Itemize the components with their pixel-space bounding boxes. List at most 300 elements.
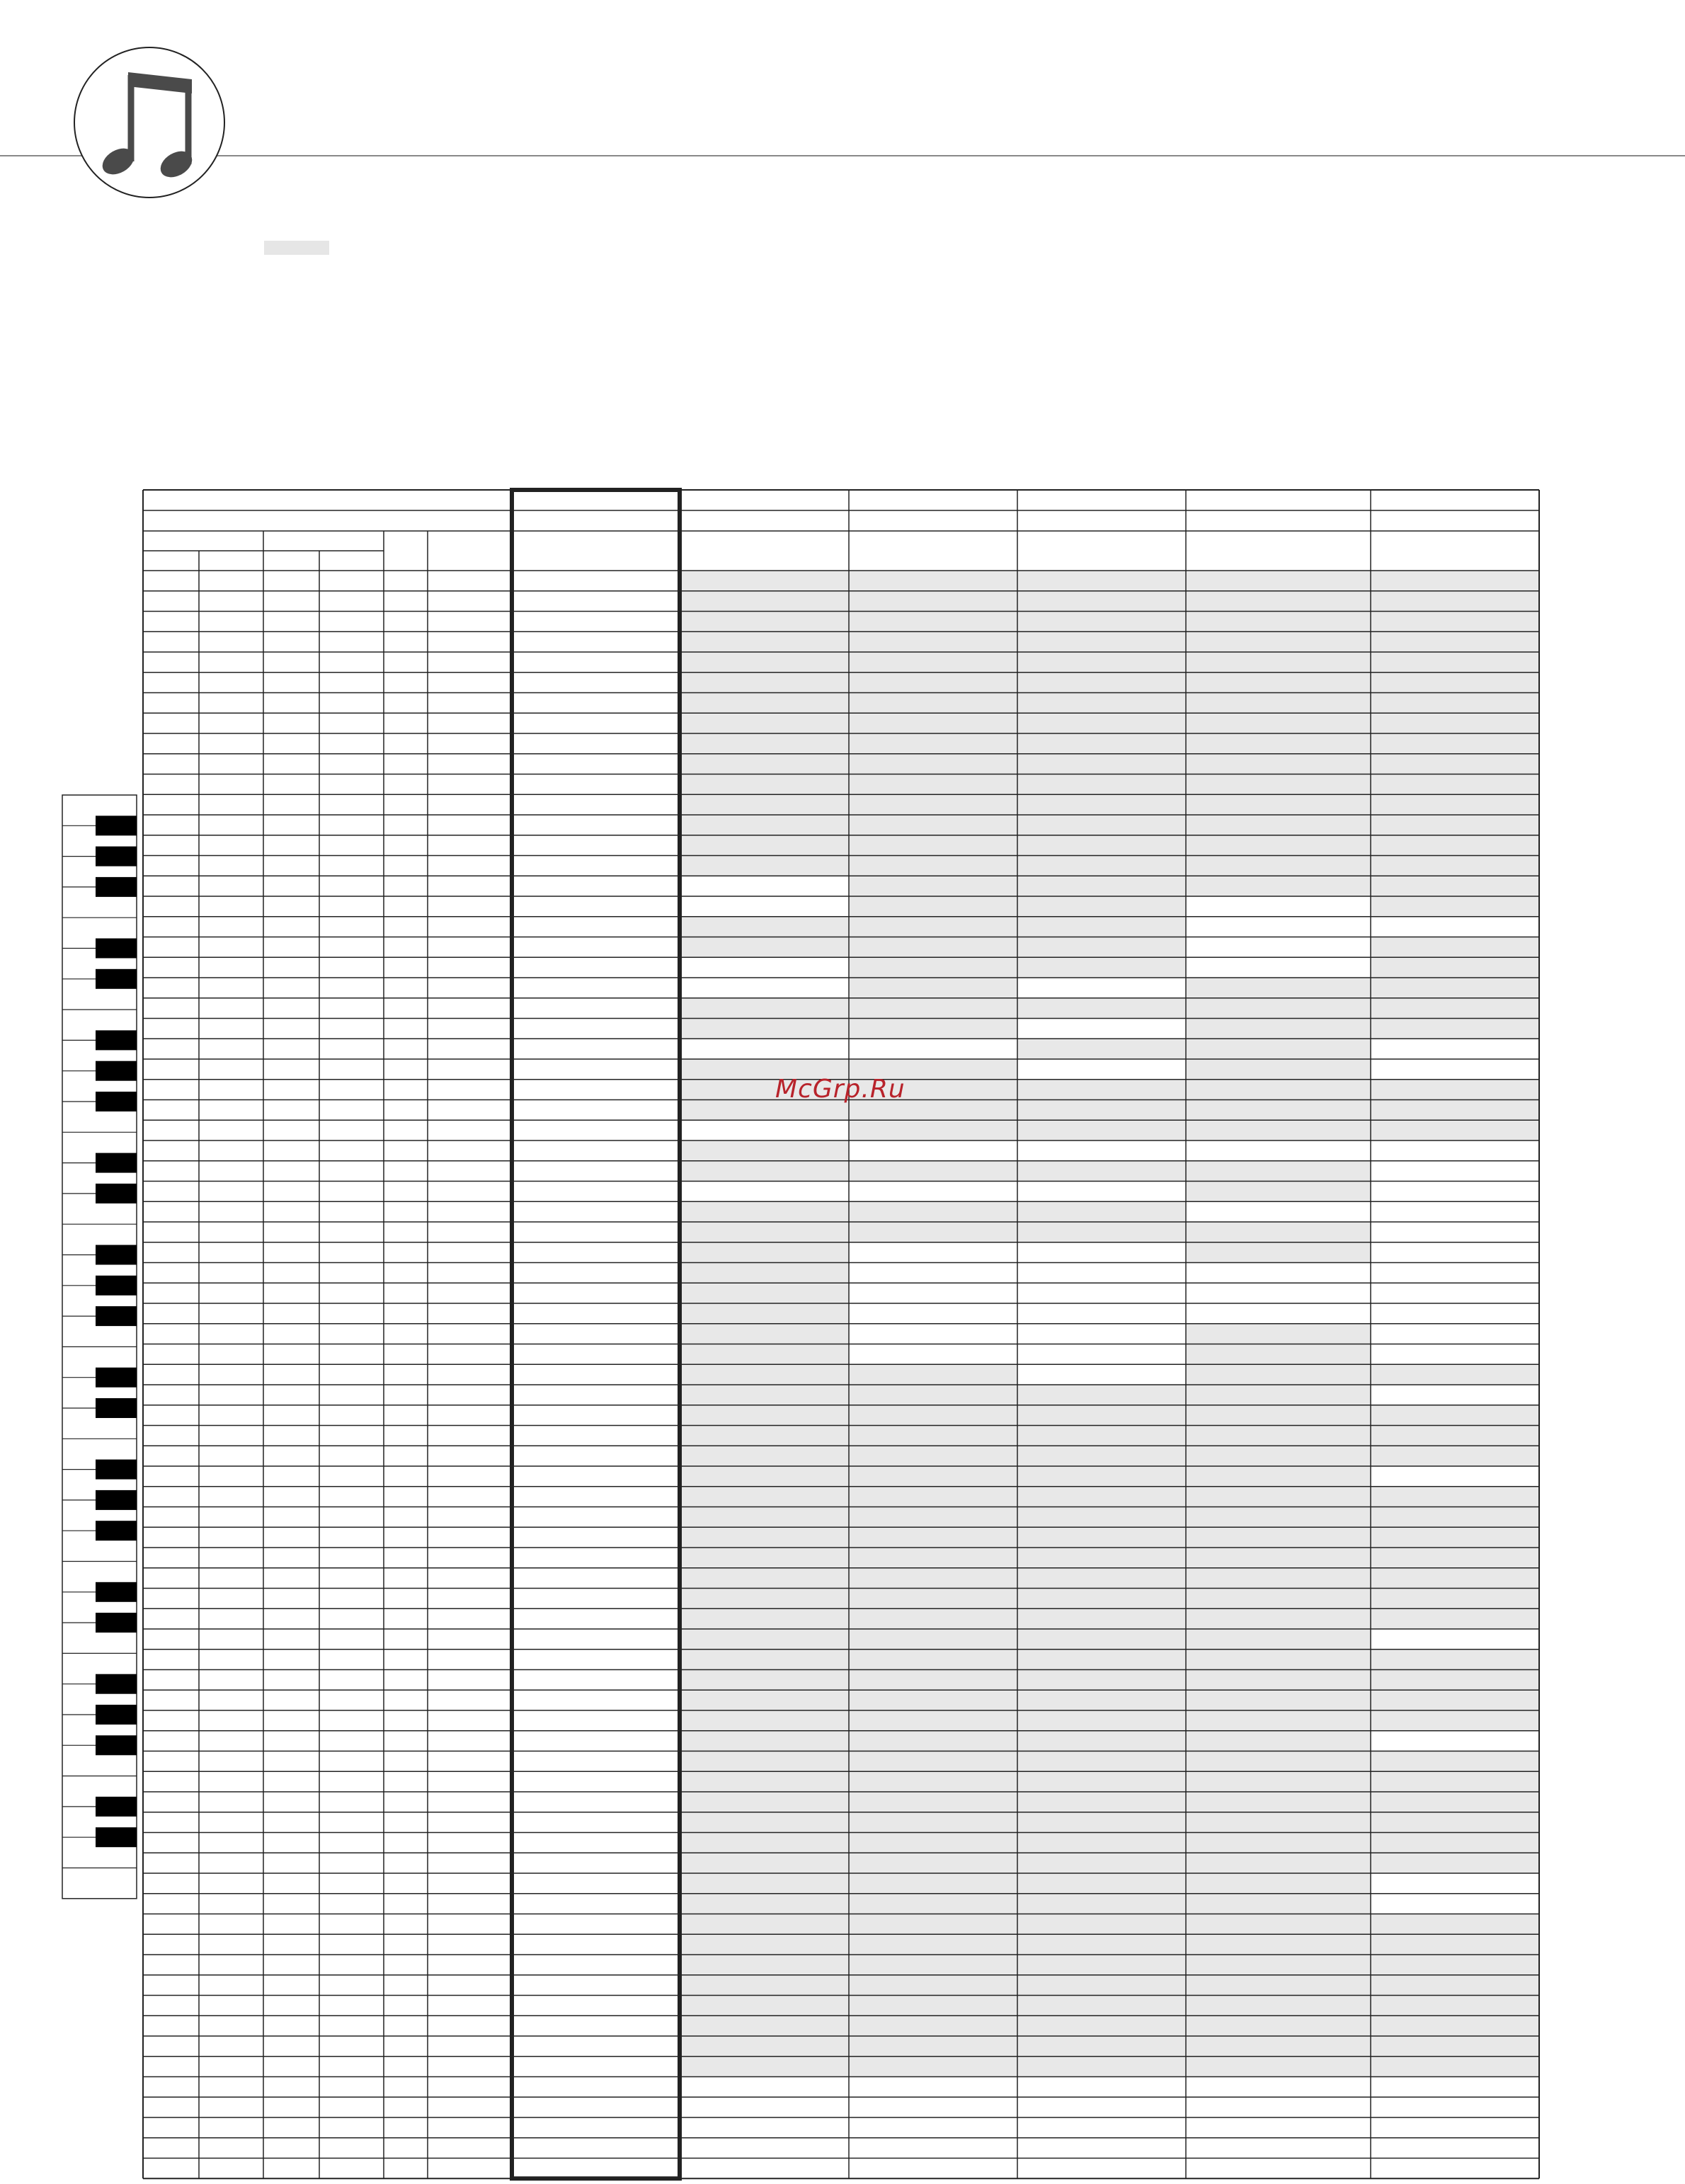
table-shaded-cell [1371, 1710, 1539, 1731]
table-shaded-cell [1017, 856, 1186, 876]
table-shaded-cell [1017, 1975, 1186, 1996]
table-shaded-cell [680, 1385, 849, 1405]
piano-black-key [96, 969, 137, 989]
table-shaded-cell [849, 612, 1017, 632]
table-shaded-cell [680, 1914, 849, 1935]
table-shaded-cell [680, 1710, 849, 1731]
table-shaded-cell [680, 1955, 849, 1975]
table-shaded-cell [680, 1751, 849, 1772]
table-shaded-cell [1371, 794, 1539, 815]
table-shaded-cell [849, 1792, 1017, 1812]
table-shaded-cell [1371, 1527, 1539, 1548]
table-shaded-cell [1371, 978, 1539, 998]
table-shaded-cell [1017, 774, 1186, 795]
table-shaded-cell [680, 1792, 849, 1812]
table-shaded-cell [1017, 835, 1186, 856]
table-shaded-cell [1186, 673, 1371, 693]
table-shaded-cell [1017, 1690, 1186, 1710]
table-shaded-cell [1371, 571, 1539, 591]
table-shaded-cell [1186, 1446, 1371, 1466]
table-shaded-cell [849, 1690, 1017, 1710]
table-shaded-cell [1017, 1934, 1186, 1955]
table-shaded-cell [1186, 1914, 1371, 1935]
table-shaded-cell [680, 1975, 849, 1996]
table-shaded-cell [1017, 591, 1186, 612]
table-shaded-cell [680, 1019, 849, 1039]
table-shaded-cell [849, 1568, 1017, 1589]
table-shaded-cell [849, 1894, 1017, 1914]
table-shaded-cell [1371, 1690, 1539, 1710]
table-shaded-cell [1186, 754, 1371, 774]
table-shaded-cell [1017, 1771, 1186, 1792]
table-shaded-cell [1017, 733, 1186, 754]
highlighted-column-border [512, 490, 680, 2178]
table-shaded-cell [1017, 1446, 1186, 1466]
table-shaded-cell [1371, 1812, 1539, 1833]
table-shaded-cell [1371, 856, 1539, 876]
table-shaded-cell [680, 2057, 849, 2077]
table-shaded-cell [1186, 1364, 1371, 1385]
table-shaded-cell [849, 1385, 1017, 1405]
table-shaded-cell [849, 1873, 1017, 1894]
table-shaded-cell [1186, 1629, 1371, 1650]
table-shaded-cell [1186, 1894, 1371, 1914]
table-shaded-cell [680, 1589, 849, 1609]
table-shaded-cell [680, 1771, 849, 1792]
table-shaded-cell [680, 1487, 849, 1507]
table-shaded-cell [680, 1670, 849, 1691]
piano-black-key [96, 1460, 137, 1480]
table-shaded-cell [1017, 612, 1186, 632]
table-shaded-cell [1017, 631, 1186, 652]
table-shaded-cell [1017, 1100, 1186, 1121]
table-shaded-cell [1371, 1934, 1539, 1955]
table-shaded-cell [1371, 1426, 1539, 1446]
table-shaded-cell [1186, 1385, 1371, 1405]
table-shaded-cell [1186, 1833, 1371, 1853]
table-shaded-cell [849, 1426, 1017, 1446]
table-shaded-cell [849, 835, 1017, 856]
table-shaded-cell [680, 713, 849, 733]
table-shaded-cell [1017, 2016, 1186, 2036]
table-shaded-cell [1186, 1222, 1371, 1242]
table-shaded-cell [1017, 1670, 1186, 1691]
table-shaded-cell [1186, 835, 1371, 856]
table-shaded-cell [680, 1283, 849, 1303]
table-shaded-cell [680, 1629, 849, 1650]
table-shaded-cell [1017, 1894, 1186, 1914]
table-shaded-cell [849, 2036, 1017, 2057]
table-shaded-cell [1371, 1955, 1539, 1975]
table-shaded-cell [1017, 1792, 1186, 1812]
table-shaded-cell [1017, 1731, 1186, 1751]
piano-black-key [96, 1061, 137, 1081]
table-shaded-cell [849, 856, 1017, 876]
table-shaded-cell [1186, 631, 1371, 652]
table-shaded-cell [1371, 876, 1539, 896]
table-shaded-cell [1186, 1019, 1371, 1039]
table-shaded-cell [680, 591, 849, 612]
table-shaded-cell [849, 1161, 1017, 1182]
piano-black-key [96, 1306, 137, 1326]
table-shaded-cell [1017, 1548, 1186, 1568]
table-shaded-cell [1371, 1120, 1539, 1140]
table-shaded-cell [1371, 693, 1539, 714]
table-shaded-cell [849, 713, 1017, 733]
table-shaded-cell [1017, 1996, 1186, 2016]
table-shaded-cell [1186, 1344, 1371, 1365]
table-shaded-cell [1186, 2057, 1371, 2077]
table-shaded-cell [849, 1650, 1017, 1670]
table-shaded-cell [1371, 1833, 1539, 1853]
table-shaded-cell [1017, 1466, 1186, 1487]
table-shaded-cell [1017, 794, 1186, 815]
piano-black-key [96, 1827, 137, 1847]
table-shaded-cell [1017, 652, 1186, 673]
table-shaded-cell [1186, 1080, 1371, 1100]
table-shaded-cell [1017, 1487, 1186, 1507]
table-shaded-cell [1186, 1242, 1371, 1263]
table-shaded-cell [1371, 1364, 1539, 1385]
table-shaded-cell [849, 1853, 1017, 1873]
table-shaded-cell [1017, 1222, 1186, 1242]
table-shaded-cell [1017, 2036, 1186, 2057]
table-shaded-cell [680, 1426, 849, 1446]
table-shaded-cell [849, 1548, 1017, 1568]
table-shaded-cell [1017, 1527, 1186, 1548]
table-shaded-cell [1371, 1670, 1539, 1691]
table-shaded-cell [849, 1934, 1017, 1955]
table-shaded-cell [1017, 1385, 1186, 1405]
table-shaded-cell [849, 1405, 1017, 1426]
table-shaded-cell [849, 937, 1017, 958]
table-shaded-cell [680, 1364, 849, 1385]
table-shaded-cell [1186, 1853, 1371, 1873]
table-shaded-cell [680, 754, 849, 774]
table-shaded-cell [1371, 673, 1539, 693]
table-shaded-cell [1371, 1975, 1539, 1996]
table-shaded-cell [849, 1955, 1017, 1975]
table-shaded-cell [1186, 2016, 1371, 2036]
piano-black-key [96, 1030, 137, 1050]
table-shaded-cell [1371, 713, 1539, 733]
table-shaded-cell [680, 1894, 849, 1914]
table-shaded-cell [1371, 1446, 1539, 1466]
table-shaded-cell [1017, 1629, 1186, 1650]
table-shaded-cell [849, 1833, 1017, 1853]
table-shaded-cell [680, 1303, 849, 1324]
piano-black-key [96, 877, 137, 897]
table-shaded-cell [1186, 1996, 1371, 2016]
table-shaded-cell [1017, 713, 1186, 733]
table-shaded-cell [1371, 1589, 1539, 1609]
table-shaded-cell [1017, 1833, 1186, 1853]
table-shaded-cell [849, 1751, 1017, 1772]
table-shaded-cell [1017, 1853, 1186, 1873]
table-shaded-cell [1371, 1751, 1539, 1772]
table-shaded-cell [1186, 794, 1371, 815]
piano-black-key [96, 1735, 137, 1755]
table-shaded-cell [1186, 1934, 1371, 1955]
table-shaded-cell [849, 631, 1017, 652]
table-shaded-cell [1186, 612, 1371, 632]
table-shaded-cell [1017, 957, 1186, 978]
table-shaded-cell [1186, 978, 1371, 998]
table-shaded-cell [1371, 1996, 1539, 2016]
table-shaded-cell [1017, 754, 1186, 774]
table-shaded-cell [1017, 1955, 1186, 1975]
table-shaded-cell [1186, 1690, 1371, 1710]
table-shaded-cell [1186, 652, 1371, 673]
table-shaded-cell [1186, 876, 1371, 896]
table-shaded-cell [1186, 1059, 1371, 1080]
table-shaded-cell [1017, 2057, 1186, 2077]
table-shaded-cell [1017, 876, 1186, 896]
piano-black-key [96, 1674, 137, 1694]
piano-black-key [96, 1797, 137, 1817]
table-shaded-cell [849, 1731, 1017, 1751]
table-shaded-cell [680, 937, 849, 958]
table-shaded-cell [1186, 1751, 1371, 1772]
table-shaded-cell [680, 1263, 849, 1283]
table-shaded-cell [849, 1201, 1017, 1222]
table-shaded-cell [1186, 1650, 1371, 1670]
table-shaded-cell [680, 1446, 849, 1466]
table-shaded-cell [1186, 1324, 1371, 1344]
table-shaded-cell [849, 1608, 1017, 1629]
table-shaded-cell [680, 815, 849, 835]
table-shaded-cell [1186, 1670, 1371, 1691]
table-shaded-cell [1186, 1487, 1371, 1507]
table-shaded-cell [849, 652, 1017, 673]
table-shaded-cell [680, 1690, 849, 1710]
table-shaded-cell [1017, 1120, 1186, 1140]
table-shaded-cell [1186, 571, 1371, 591]
table-shaded-cell [1371, 937, 1539, 958]
table-shaded-cell [680, 1140, 849, 1161]
piano-black-key [96, 1368, 137, 1388]
table-shaded-cell [1371, 1650, 1539, 1670]
table-shaded-cell [849, 693, 1017, 714]
table-shaded-cell [849, 1629, 1017, 1650]
piano-black-key [96, 847, 137, 867]
table-shaded-cell [1186, 1608, 1371, 1629]
table-shaded-cell [849, 876, 1017, 896]
table-shaded-cell [1371, 1608, 1539, 1629]
table-shaded-cell [849, 896, 1017, 917]
table-shaded-cell [1017, 1201, 1186, 1222]
table-shaded-cell [849, 998, 1017, 1019]
table-shaded-cell [1186, 1405, 1371, 1426]
piano-black-key [96, 1705, 137, 1725]
table-shaded-cell [1017, 815, 1186, 835]
table-shaded-cell [1017, 1812, 1186, 1833]
table-shaded-cell [680, 1833, 849, 1853]
table-shaded-cell [849, 1019, 1017, 1039]
table-shaded-cell [849, 591, 1017, 612]
table-shaded-cell [1186, 1771, 1371, 1792]
table-shaded-cell [849, 1120, 1017, 1140]
table-shaded-cell [1017, 1751, 1186, 1772]
table-shaded-cell [1017, 1589, 1186, 1609]
table-shaded-cell [1186, 1161, 1371, 1182]
table-shaded-cell [680, 1996, 849, 2016]
table-shaded-cell [1186, 1527, 1371, 1548]
table-shaded-cell [1017, 937, 1186, 958]
table-shaded-cell [680, 1568, 849, 1589]
piano-black-key [96, 1184, 137, 1204]
table-shaded-cell [849, 673, 1017, 693]
table-shaded-cell [1186, 1812, 1371, 1833]
table-shaded-cell [1371, 1568, 1539, 1589]
table-shaded-cell [849, 2057, 1017, 2077]
table-shaded-cell [849, 1487, 1017, 1507]
table-shaded-cell [1186, 1955, 1371, 1975]
table-shaded-cell [1186, 856, 1371, 876]
table-shaded-cell [1017, 673, 1186, 693]
table-shaded-cell [680, 1466, 849, 1487]
table-shaded-cell [1017, 1873, 1186, 1894]
table-shaded-cell [680, 856, 849, 876]
table-shaded-cell [849, 1812, 1017, 1833]
table-shaded-cell [680, 794, 849, 815]
table-shaded-cell [680, 612, 849, 632]
table-shaded-cell [680, 693, 849, 714]
table-shaded-cell [1186, 1039, 1371, 1059]
piano-black-key [96, 816, 137, 835]
table-shaded-cell [1371, 1792, 1539, 1812]
table-shaded-cell [680, 1405, 849, 1426]
table-shaded-cell [680, 835, 849, 856]
table-shaded-cell [1017, 917, 1186, 937]
table-shaded-cell [849, 1466, 1017, 1487]
table-shaded-cell [849, 1710, 1017, 1731]
table-shaded-cell [1371, 774, 1539, 795]
table-shaded-cell [1371, 591, 1539, 612]
table-shaded-cell [849, 571, 1017, 591]
table-shaded-cell [680, 652, 849, 673]
table-shaded-cell [680, 1934, 849, 1955]
table-shaded-cell [680, 998, 849, 1019]
table-shaded-cell [1017, 1710, 1186, 1731]
table-shaded-cell [1371, 1507, 1539, 1528]
table-shaded-cell [849, 1222, 1017, 1242]
table-shaded-cell [1371, 957, 1539, 978]
table-shaded-cell [680, 2036, 849, 2057]
table-shaded-cell [1186, 1731, 1371, 1751]
table-shaded-cell [680, 917, 849, 937]
table-shaded-cell [1371, 1080, 1539, 1100]
table-shaded-cell [1371, 652, 1539, 673]
table-shaded-cell [1371, 896, 1539, 917]
table-shaded-cell [849, 1914, 1017, 1935]
table-shaded-cell [680, 1527, 849, 1548]
table-shaded-cell [1186, 774, 1371, 795]
table-shaded-cell [680, 733, 849, 754]
table-shaded-cell [849, 1771, 1017, 1792]
table-shaded-cell [1017, 1650, 1186, 1670]
table-shaded-cell [1017, 571, 1186, 591]
table-shaded-cell [849, 815, 1017, 835]
table-shaded-cell [680, 1242, 849, 1263]
table-shaded-cell [680, 1853, 849, 1873]
table-shaded-cell [849, 1446, 1017, 1466]
table-shaded-cell [1186, 1466, 1371, 1487]
table-shaded-cell [849, 1589, 1017, 1609]
table-shaded-cell [1371, 2036, 1539, 2057]
table-shaded-cell [849, 754, 1017, 774]
table-shaded-cell [849, 1996, 1017, 2016]
watermark: McGrp.Ru [775, 1075, 906, 1104]
table-shaded-cell [1371, 612, 1539, 632]
table-shaded-cell [680, 1344, 849, 1365]
table-shaded-cell [1371, 1405, 1539, 1426]
table-shaded-cell [1371, 1771, 1539, 1792]
table-shaded-cell [1371, 835, 1539, 856]
piano-black-key [96, 1276, 137, 1296]
table-shaded-cell [849, 1975, 1017, 1996]
table-shaded-cell [1186, 1568, 1371, 1589]
table-shaded-cell [1186, 1975, 1371, 1996]
table-shaded-cell [680, 1731, 849, 1751]
table-shaded-cell [1017, 1405, 1186, 1426]
table-shaded-cell [1186, 733, 1371, 754]
table-shaded-cell [1186, 591, 1371, 612]
piano-black-key [96, 1521, 137, 1540]
table-shaded-cell [849, 794, 1017, 815]
table-shaded-cell [849, 1527, 1017, 1548]
table-shaded-cell [1371, 1853, 1539, 1873]
piano-black-key [96, 1490, 137, 1510]
table-shaded-cell [680, 1873, 849, 1894]
table-shaded-cell [680, 571, 849, 591]
table-shaded-cell [1371, 2016, 1539, 2036]
table-shaded-cell [1186, 1507, 1371, 1528]
table-shaded-cell [680, 1507, 849, 1528]
table-shaded-cell [1017, 1507, 1186, 1528]
table-shaded-cell [1371, 1548, 1539, 1568]
table-shaded-cell [849, 1364, 1017, 1385]
table-shaded-cell [849, 917, 1017, 937]
table-shaded-cell [1186, 998, 1371, 1019]
table-shaded-cell [849, 1507, 1017, 1528]
table-shaded-cell [680, 1222, 849, 1242]
table-shaded-cell [849, 1670, 1017, 1691]
table-shaded-cell [680, 1548, 849, 1568]
table-shaded-cell [680, 673, 849, 693]
table-shaded-cell [1017, 1914, 1186, 1935]
table-shaded-cell [1371, 815, 1539, 835]
table-shaded-cell [1371, 733, 1539, 754]
piano-black-key [96, 1398, 137, 1418]
table-shaded-cell [1186, 1426, 1371, 1446]
table-shaded-cell [1186, 693, 1371, 714]
table-shaded-cell [1017, 1608, 1186, 1629]
piano-black-key [96, 1245, 137, 1265]
table-shaded-cell [680, 1650, 849, 1670]
table-shaded-cell [1371, 1487, 1539, 1507]
table-shaded-cell [849, 733, 1017, 754]
table-shaded-cell [1371, 1100, 1539, 1121]
piano-black-key [96, 1092, 137, 1111]
table-shaded-cell [1186, 713, 1371, 733]
table-shaded-cell [1186, 1589, 1371, 1609]
table-shaded-cell [1186, 815, 1371, 835]
table-shaded-cell [1186, 1120, 1371, 1140]
table-shaded-cell [680, 1324, 849, 1344]
table-shaded-cell [1371, 754, 1539, 774]
table-shaded-cell [1371, 631, 1539, 652]
